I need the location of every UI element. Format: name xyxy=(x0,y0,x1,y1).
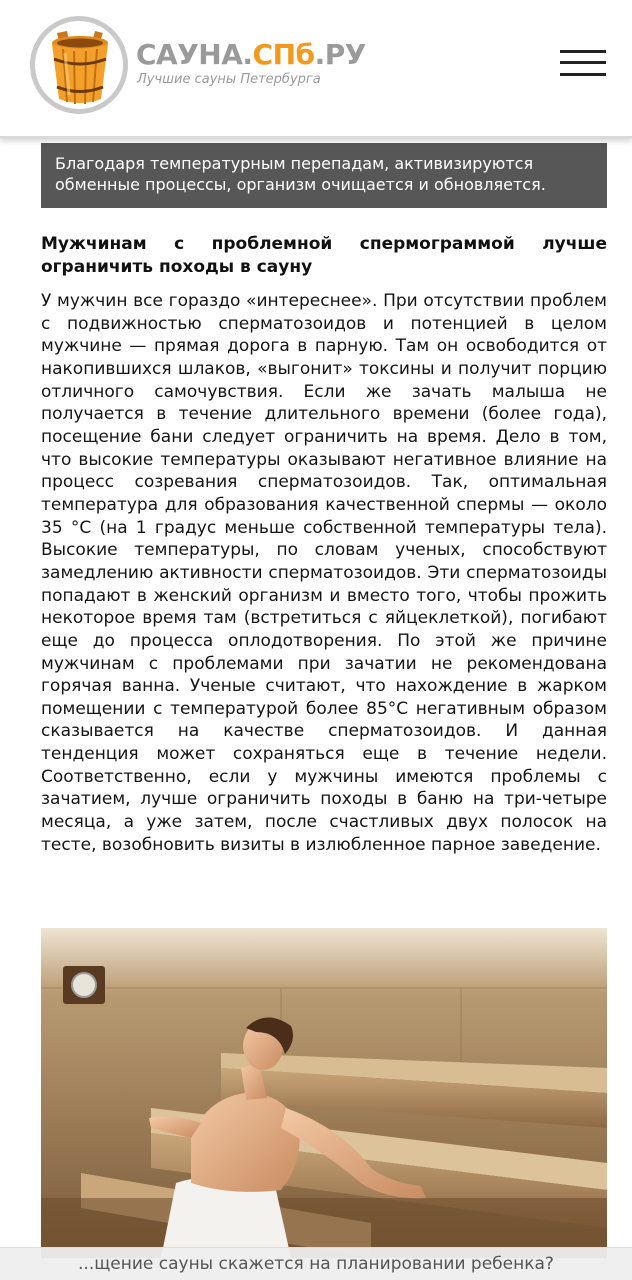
tagline: Лучшие сауны Петербурга xyxy=(137,72,321,87)
hamburger-menu-icon[interactable] xyxy=(558,46,608,80)
logo[interactable] xyxy=(30,16,128,114)
section-heading: Мужчинам с проблемной спермограммой лучше ограничить походы в сауну xyxy=(41,234,607,277)
brand-name[interactable] xyxy=(136,38,366,71)
brand-main: САУНА. xyxy=(136,38,253,71)
image-caption: Благодаря температурным перепадам, активизируются обменные процессы, организм очищается и обновляется. xyxy=(41,143,607,208)
brand-tail: .РУ xyxy=(314,38,366,71)
related-article-link[interactable]: ...щение сауны скажется на планировании ребенка? xyxy=(0,1247,632,1280)
sauna-photo xyxy=(41,928,607,1258)
article-paragraph: У мужчин все гораздо «интереснее». При отсутствии проблем с подвижностью сперматозоидов и потенцией в целом мужчине — прямая дорога в парную. Там он освободится от накопившихся шлаков, «выгонит» токсины и получит порцию отличного самочувствия. Если же зачать малыша не получается в течение длительного времени (более года), посещение бани следует ограничить на время. Дело в том, что высокие температуры оказывают негативное влияние на процесс созревания сперматозоидов. Так, оптимальная температура для образования качественной спермы — около 35 °С (на 1 градус меньше собственной температуры тела). Высокие температуры, по словам ученых, способствуют замедлению активности сперматозоидов. Эти сперматозоиды попадают в женский организм и вместо того, чтобы прожить некоторое время там (встретиться с яйцеклеткой), погибают еще до процесса оплодотворения. По этой же причине мужчинам с проблемами при зачатии не рекомендована горячая ванна. Ученые считают, что нахождение в жарком помещении с температурой более 85°С негативным образом сказывается на качестве сперматозоидов. И данная тенденция может сохраняться еще в течение недели. Соответственно, если у мужчины имеются проблемы с зачатием, лучше ограничить походы в баню на три-четыре месяца, а уже затем, после счастливых двух полосок на тесте, возобновить визиты в излюбленное парное заведение. xyxy=(41,291,607,855)
brand-accent: СПб xyxy=(252,38,315,71)
site-header xyxy=(0,0,632,138)
wooden-bucket-icon xyxy=(45,29,113,109)
